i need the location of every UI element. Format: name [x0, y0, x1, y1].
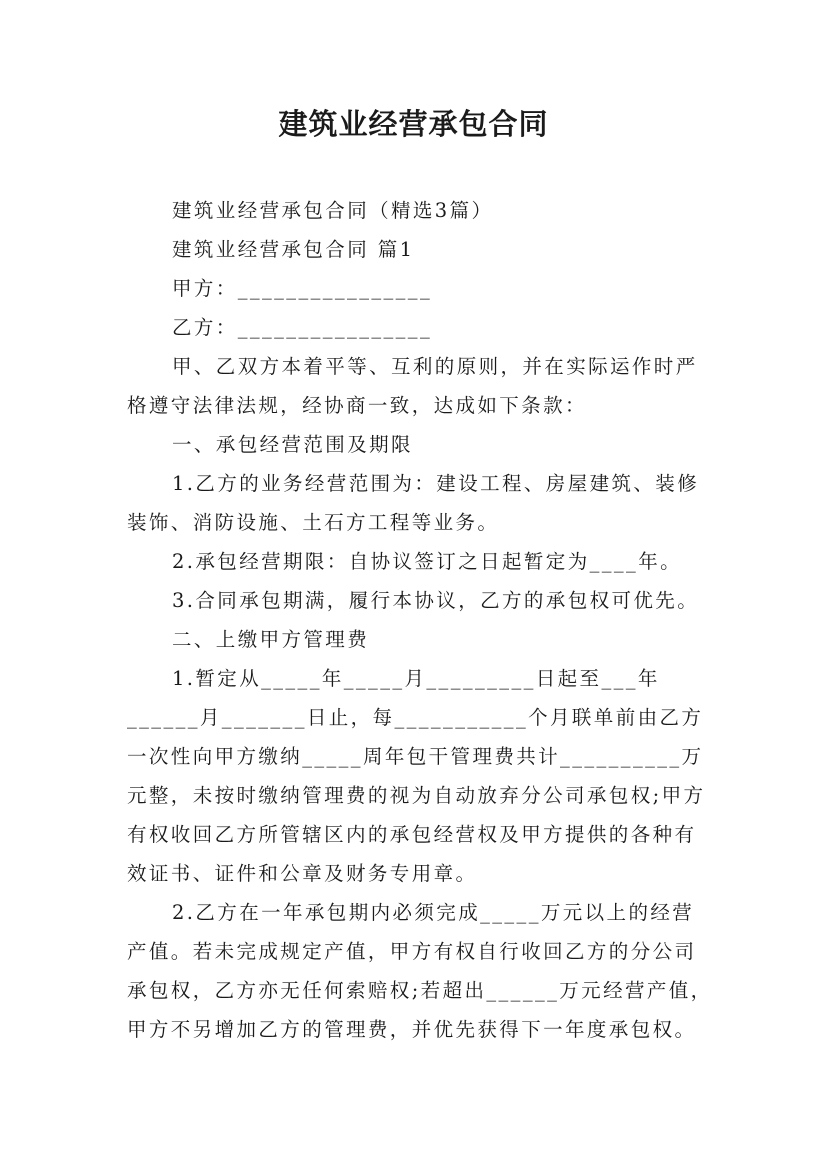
paragraph-party-b: 乙方：________________ [172, 316, 433, 339]
paragraph-heading-scope: 一、承包经营范围及期限 [172, 433, 413, 456]
paragraph-clause-1-1: 1.乙方的业务经营范围为：建设工程、房屋建筑、装修装饰、消防设施、土石方工程等业务。 [127, 472, 700, 534]
document-title: 建筑业经营承包合同 [278, 107, 549, 141]
document-body [127, 191, 713, 1049]
paragraph-preamble: 甲、乙双方本着平等、互利的原则，并在实际运作时严格遵守法律法规，经协商一致，达成如下条款： [127, 355, 698, 417]
paragraph-heading-fees: 二、上缴甲方管理费 [172, 628, 370, 651]
paragraph-clause-1-3: 3.合同承包期满，履行本协议，乙方的承包权可优先。 [172, 589, 700, 612]
paragraph-party-a: 甲方：________________ [172, 277, 433, 300]
paragraph-section-heading: 建筑业经营承包合同 篇1 [172, 238, 415, 261]
paragraph-clause-1-2: 2.承包经营期限：自协议签订之日起暂定为____年。 [172, 550, 683, 573]
paragraph-clause-2-1: 1.暂定从_____年_____月_________日起至___年______月_______日止，每___________个月联单前由乙方一次性向甲方缴纳_____周年包干管理费共计__________万元整，未按时缴纳管理费的视为自动放弃分公司承包权;甲方有权收回乙方所管辖区内的承包经营权及甲方提供的各种有效证书、证件和公章及财务专用章。 [127, 667, 706, 885]
paragraph-subtitle: 建筑业经营承包合同（精选3篇） [172, 199, 494, 222]
paragraph-clause-2-2: 2.乙方在一年承包期内必须完成_____万元以上的经营产值。若未完成规定产值，甲方有权自行收回乙方的分公司承包权，乙方亦无任何索赔权;若超出______万元经营产值，甲方不另增加乙方的管理费，并优先获得下一年度承包权。 [127, 901, 713, 1041]
